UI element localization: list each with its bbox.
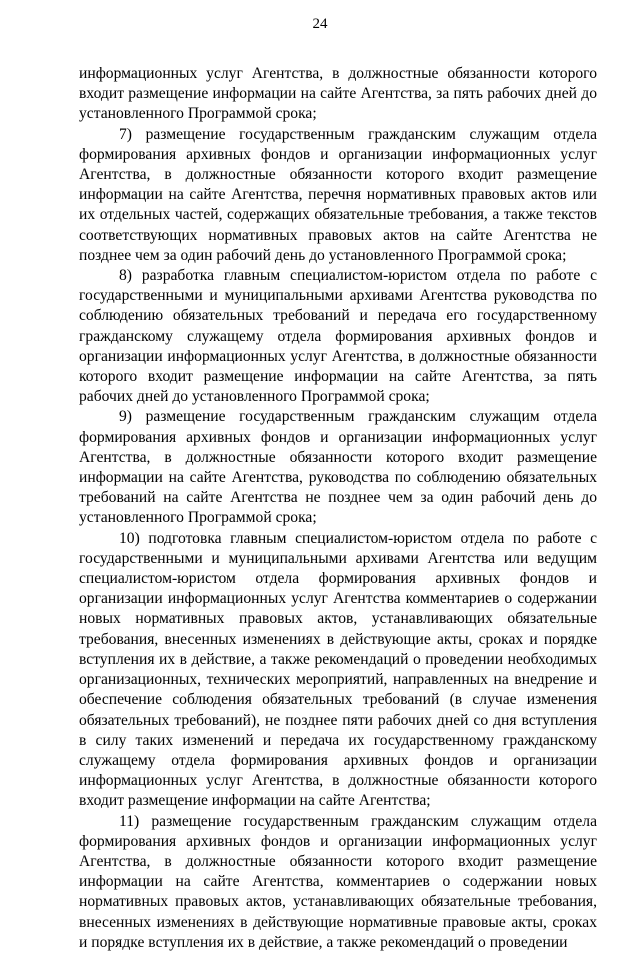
body-text [79,64,597,953]
paragraph-continuation: информационных услуг Агентства, в должностные обязанности которого входит размещение информации на сайте Агентства, за пять рабочих дней до установленного Программой срока; [79,65,597,123]
paragraph-item-9: 9) размещение государственным гражданским служащим отдела формирования архивных фондов и организации информационных услуг Агентства, в должностные обязанности которого входит размещение информации на сайте Агентства, руководства по соблюдению обязательных требований на сайте Агентства не позднее чем за один рабочий день до установленного Программой срока; [79,408,597,527]
paragraph-item-8: 8) разработка главным специалистом-юристом отдела по работе с государственными и муниципальными архивами Агентства руководства по соблюдению обязательных требований и передача его государственному гражданскому служащему отдела формирования архивных фондов и организации информационных услуг Агентства, в должностные обязанности которого входит размещение информации на сайте Агентства, за пять рабочих дней до установленного Программой срока; [79,267,597,406]
page-number: 24 [312,16,328,32]
paragraph-item-7: 7) размещение государственным гражданским служащим отдела формирования архивных фондов и организации информационных услуг Агентства, в должностные обязанности которого входит размещение информации на сайте Агентства, перечня нормативных правовых актов или их отдельных частей, содержащих обязательные требования, а также текстов соответствующих нормативных правовых актов на сайте Агентства не позднее чем за один рабочий день до установленного Программой срока; [79,125,597,264]
paragraph-item-11: 11) размещение государственным гражданским служащим отдела формирования архивных фондов и организации информационных услуг Агентства, в должностные обязанности которого входит размещение информации на сайте Агентства, комментариев о содержании новых нормативных правовых актов, устанавливающих обязательные требования, внесенных изменениях в действующие нормативные правовые акты, сроках и порядке вступления их в действие, а также рекомендаций о проведении [79,812,597,951]
paragraph-item-10: 10) подготовка главным специалистом-юристом отдела по работе с государственными и муниципальными архивами Агентства или ведущим специалистом-юристом отдела формирования архивных фондов и организации информационных услуг Агентства комментариев о содержании новых нормативных правовых актов, устанавливающих обязательные требования, внесенных изменениях в действующие акты, сроках и порядке вступления их в действие, а также рекомендаций о проведении необходимых организационных, технических мероприятий, направленных на внедрение и обеспечение соблюдения обязательных требований (в случае изменения обязательных требований), не позднее пяти рабочих дней со дня вступления в силу таких изменений и передача их государственному гражданскому служащему отдела формирования архивных фондов и организации информационных услуг Агентства, в должностные обязанности которого входит размещение информации на сайте Агентства; [79,529,597,810]
